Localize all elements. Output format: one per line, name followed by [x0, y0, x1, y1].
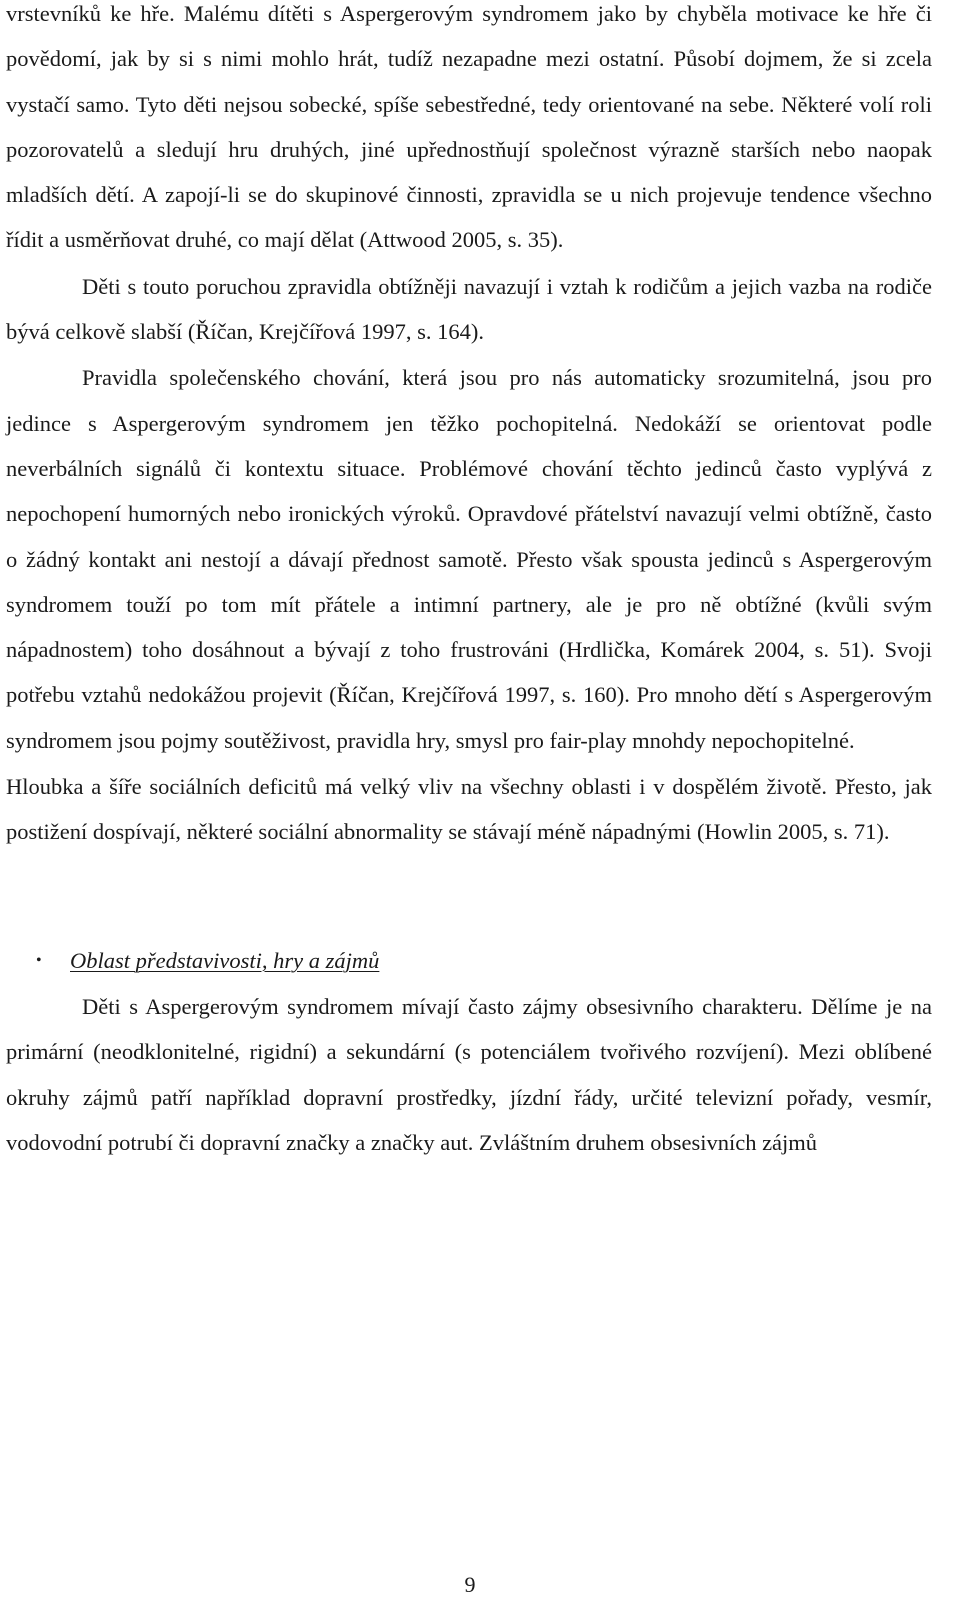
paragraph-interests: Děti s Aspergerovým syndromem mívají často zájmy obsesivního charakteru. Dělíme je na primární (neodklonitelné, rigidní) a sekundární (s potenciálem tvořivého rozvíjení). Mezi oblíbené okruhy zájmů patří například dopravní prostředky, jízdní řády, určité televizní pořady, vesmír, vodovodní potrubí či dopravní značky a značky aut. Zvláštním druhem obsesivních zájmů: [6, 993, 932, 1155]
page-number: 9: [464, 1572, 476, 1597]
document-page: [6, 0, 932, 1165]
paragraph-social-rules: Pravidla společenského chování, která jsou pro nás automaticky srozumitelná, jsou pro jedince s Aspergerovým syndromem jen těžko pochopitelná. Nedokáží se orientovat podle neverbálních signálů či kontextu situace. Problémové chování těchto jedinců často vyplývá z nepochopení humorných nebo ironických výroků. Opravdové přátelství navazují velmi obtížně, často o žádný kontakt ani nestojí a dávají přednost samotě. Přesto však spousta jedinců s Aspergerovým syndromem touží po tom mít přátele a intimní partnery, ale je pro ně obtížné (kvůli svým nápadnostem) toho dosáhnout a bývají z toho frustrováni (Hrdlička, Komárek 2004, s. 51). Svoji potřebu vztahů nedokážou projevit (Říčan, Krejčířová 1997, s. 160). Pro mnoho dětí s Aspergerovým syndromem jsou pojmy soutěživost, pravidla hry, smysl pro fair-play mnohdy nepochopitelné.: [6, 365, 932, 753]
section-heading: [6, 938, 932, 983]
bullet-icon: •: [36, 951, 42, 969]
paragraph-social-deficits: Hloubka a šíře sociálních deficitů má velký vliv na všechny oblasti i v dospělém životě. Přesto, jak postižení dospívají, některé sociální abnormality se stávají méně nápadnými (Howlin 2005, s. 71).: [6, 774, 932, 845]
paragraph-parents: Děti s touto poruchou zpravidla obtížněji navazují i vztah k rodičům a jejich vazba na rodiče bývá celkově slabší (Říčan, Krejčířová 1997, s. 164).: [6, 273, 932, 345]
paragraph-social-play: vrstevníků ke hře. Malému dítěti s Aspergerovým syndromem jako by chyběla motivace ke hře či povědomí, jak by si s nimi mohlo hrát, tudíž nezapadne mezi ostatní. Působí dojmem, že si zcela vystačí samo. Tyto děti nejsou sobecké, spíše sebestředné, tedy orientované na sebe. Některé volí roli pozorovatelů a sledují hru druhých, jiné upřednostňují společnost výrazně starších nebo naopak mladších dětí. A zapojí-li se do skupinové činnosti, zpravidla se u nich projevuje tendence všechno řídit a usměrňovat druhé, co mají dělat (Attwood 2005, s. 35).: [6, 1, 932, 253]
section-heading-text: Oblast představivosti, hry a zájmů: [70, 947, 380, 973]
